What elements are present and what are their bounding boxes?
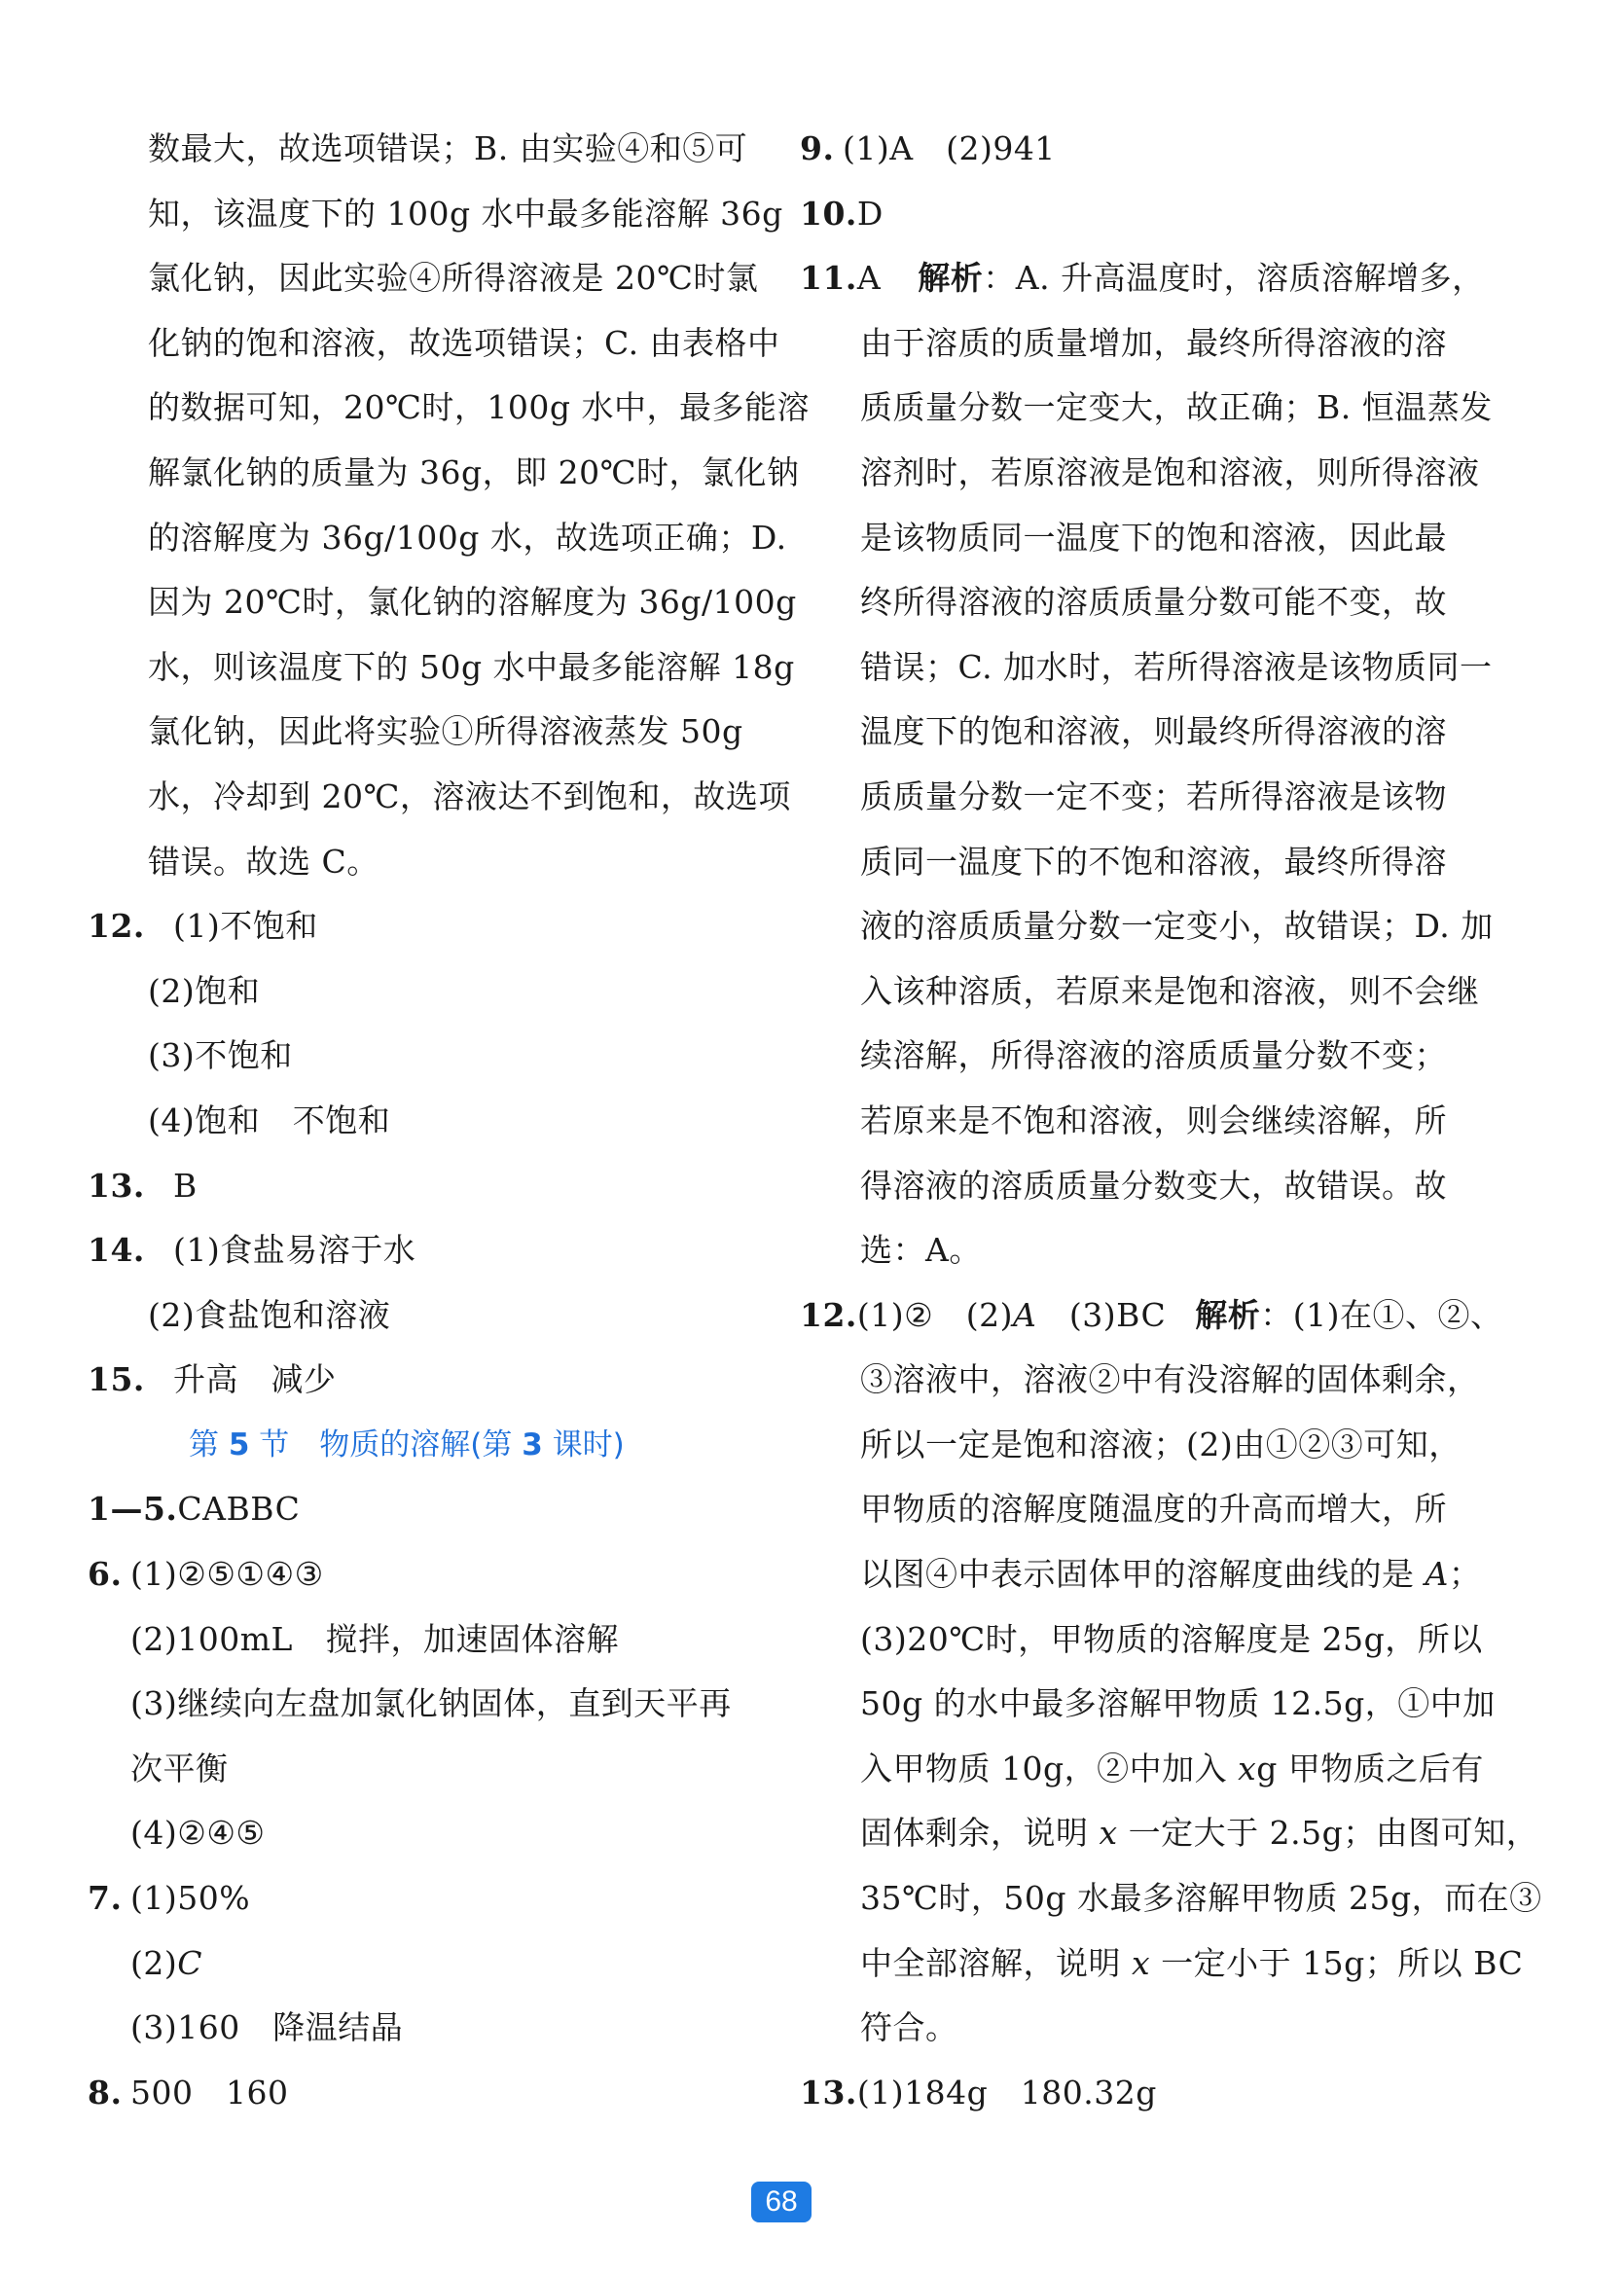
lesson-number: 3 — [522, 1426, 543, 1462]
text-line: 的数据可知，20℃时，100g 水中，最多能溶 — [148, 388, 811, 427]
question-14 — [88, 1218, 769, 1283]
left-column — [88, 117, 811, 2125]
question-number: 14. — [88, 1231, 145, 1270]
analysis-label: 解析 — [918, 259, 984, 298]
question-13 — [88, 1154, 769, 1219]
text-segment: 以图④中表示固体甲的溶解度曲线的是 — [860, 1555, 1426, 1594]
text-segment: ； — [1448, 1555, 1482, 1594]
answer-text: 500 160 — [130, 2073, 289, 2112]
text-line: 知，该温度下的 100g 水中最多能溶解 36g — [148, 194, 783, 233]
question-number: 7. — [88, 1879, 123, 1918]
question-number: 13. — [800, 2073, 857, 2112]
text-segment: 一定大于 2.5g；由图可知， — [1117, 1814, 1539, 1853]
question-8 — [88, 2061, 769, 2126]
question-13-right — [800, 2061, 1481, 2126]
text-segment: g 甲物质之后有 — [1256, 1749, 1484, 1787]
analysis-text: ：A. 升高温度时，溶质溶解增多， — [983, 259, 1485, 298]
question-number: 15. — [88, 1360, 145, 1399]
text-line: 入该种溶质，若原来是饱和溶液，则不会继 — [860, 971, 1480, 1010]
text-line: 35℃时，50g 水最多溶解甲物质 25g，而在③ — [860, 1879, 1542, 1918]
analysis-text: ：(1)在①、②、 — [1260, 1295, 1503, 1334]
section-number: 5 — [228, 1426, 250, 1462]
question-number: 10. — [800, 194, 857, 233]
right-column — [800, 117, 1542, 2125]
question-11 — [800, 246, 1485, 311]
text-line: ③溶液中，溶液②中有没溶解的固体剩余， — [860, 1360, 1480, 1399]
answer-part: (3)160 降温结晶 — [130, 2008, 404, 2047]
text-line: 50g 的水中最多溶解甲物质 12.5g，①中加 — [860, 1684, 1496, 1723]
text-segment: 固体剩余，说明 — [860, 1814, 1100, 1853]
text-line — [800, 1801, 1539, 1866]
answer-text: 升高 减少 — [173, 1360, 337, 1399]
answer-text: B — [173, 1166, 198, 1205]
question-12 — [88, 894, 769, 959]
answer-part: (1)②⑤①④③ — [130, 1555, 324, 1594]
text-line: 因为 20℃时，氯化钠的溶解度为 36g/100g — [148, 583, 797, 622]
variable-x: x — [1132, 1943, 1151, 1982]
page-number-badge: 68 — [751, 2182, 812, 2222]
answer-part: (2)饱和 — [148, 971, 261, 1010]
section-heading — [88, 1413, 769, 1478]
text-line: 解氯化钠的质量为 36g，即 20℃时，氯化钠 — [148, 452, 800, 491]
text-line: 续溶解，所得溶液的溶质质量分数不变； — [860, 1036, 1447, 1075]
question-12-right — [800, 1283, 1503, 1349]
text-line: 液的溶质质量分数一定变小，故错误；D. 加 — [860, 907, 1494, 946]
text-line: 错误；C. 加水时，若所得溶液是该物质同一 — [860, 647, 1493, 686]
italic-letter: A — [1425, 1555, 1449, 1594]
text-line: 数最大，故选项错误；B. 由实验④和⑤可 — [148, 129, 748, 167]
text-line: 得溶液的溶质质量分数变大，故错误。故 — [860, 1166, 1447, 1205]
question-15 — [88, 1348, 769, 1413]
text-line: 错误。故选 C。 — [148, 842, 379, 881]
question-number: 12. — [800, 1295, 857, 1334]
section-suffix: 课时) — [552, 1426, 625, 1462]
text-line: 是该物质同一温度下的饱和溶液，因此最 — [860, 518, 1447, 557]
italic-letter: A — [1013, 1295, 1037, 1334]
text-line: 质同一温度下的不饱和溶液，最终所得溶 — [860, 842, 1447, 881]
answer-part: 次平衡 — [130, 1749, 229, 1787]
text-line: 所以一定是饱和溶液；(2)由①②③可知， — [860, 1425, 1462, 1463]
section-mid: 节 物质的溶解(第 — [259, 1426, 513, 1462]
text-line: 化钠的饱和溶液，故选项错误；C. 由表格中 — [148, 323, 780, 362]
question-7 — [88, 1866, 769, 1931]
text-line: 质质量分数一定不变；若所得溶液是该物 — [860, 776, 1447, 815]
question-6 — [88, 1542, 769, 1607]
text-line: 由于溶质的质量增加，最终所得溶液的溶 — [860, 323, 1447, 362]
text-segment: 一定小于 15g；所以 BC — [1150, 1943, 1524, 1982]
text-line: 终所得溶液的溶质质量分数可能不变，故 — [860, 583, 1447, 622]
variable-x: x — [1099, 1814, 1118, 1853]
question-number: 12. — [88, 907, 145, 946]
answer-part: (2)100mL 搅拌，加速固体溶解 — [130, 1619, 619, 1658]
text-line: 水，冷却到 20℃，溶液达不到饱和，故选项 — [148, 776, 791, 815]
text-line: 温度下的饱和溶液，则最终所得溶液的溶 — [860, 712, 1447, 751]
italic-letter: C — [177, 1943, 202, 1982]
answer-part: (3)不饱和 — [148, 1036, 293, 1075]
answer-part-prefix: (2) — [130, 1943, 178, 1982]
question-number: 6. — [88, 1555, 123, 1594]
text-line — [800, 1542, 1481, 1607]
text-line: 氯化钠，因此实验④所得溶液是 20℃时氯 — [148, 259, 759, 298]
answer-part: (4)饱和 不饱和 — [148, 1101, 391, 1139]
answer-part: (2)食盐饱和溶液 — [148, 1295, 391, 1334]
text-line: 甲物质的溶解度随温度的升高而增大，所 — [860, 1490, 1447, 1529]
text-segment: 入甲物质 10g，②中加入 — [860, 1749, 1239, 1787]
text-line: 选：A。 — [860, 1231, 982, 1270]
answer-text: (3)BC — [1036, 1295, 1167, 1334]
text-line: 氯化钠，因此将实验①所得溶液蒸发 50g — [148, 712, 743, 751]
text-line: 溶剂时，若原溶液是饱和溶液，则所得溶液 — [860, 452, 1480, 491]
analysis-label: 解析 — [1195, 1295, 1261, 1334]
answer-part — [88, 1931, 769, 1997]
answer-text: CABBC — [177, 1490, 301, 1529]
question-1-5 — [88, 1477, 769, 1542]
answer-text: (1)184g 180.32g — [856, 2073, 1157, 2112]
text-line: 若原来是不饱和溶液，则会继续溶解，所 — [860, 1101, 1447, 1139]
text-line — [800, 1737, 1484, 1802]
question-number: 9. — [800, 129, 835, 167]
question-number: 11. — [800, 259, 857, 298]
text-line: 的溶解度为 36g/100g 水，故选项正确；D. — [148, 518, 787, 557]
text-line — [800, 1931, 1524, 1997]
answer-text: (1)A (2)941 — [843, 129, 1056, 167]
answer-part: (1)不饱和 — [173, 907, 318, 946]
answer-part: (1)食盐易溶于水 — [173, 1231, 416, 1270]
section-prefix: 第 — [189, 1426, 219, 1462]
text-line: 符合。 — [860, 2008, 958, 2047]
question-10 — [800, 182, 1481, 247]
answer-text: (1)② (2) — [856, 1295, 1013, 1334]
text-line: 水，则该温度下的 50g 水中最多能溶解 18g — [148, 647, 795, 686]
text-line: (3)20℃时，甲物质的溶解度是 25g，所以 — [860, 1619, 1483, 1658]
question-number: 13. — [88, 1166, 145, 1205]
answer-part: (4)②④⑤ — [130, 1814, 266, 1853]
answer-part: (3)继续向左盘加氯化钠固体，直到天平再 — [130, 1684, 732, 1723]
text-line: 质质量分数一定变大，故正确；B. 恒温蒸发 — [860, 388, 1493, 427]
answer-part: (1)50% — [130, 1879, 251, 1918]
question-number: 8. — [88, 2073, 123, 2112]
text-segment: 中全部溶解，说明 — [860, 1943, 1132, 1982]
answer-text: D — [856, 194, 884, 233]
question-number: 1—5. — [88, 1490, 178, 1529]
answer-text: A — [856, 259, 882, 298]
question-9 — [800, 117, 1481, 182]
variable-x: x — [1238, 1749, 1257, 1787]
